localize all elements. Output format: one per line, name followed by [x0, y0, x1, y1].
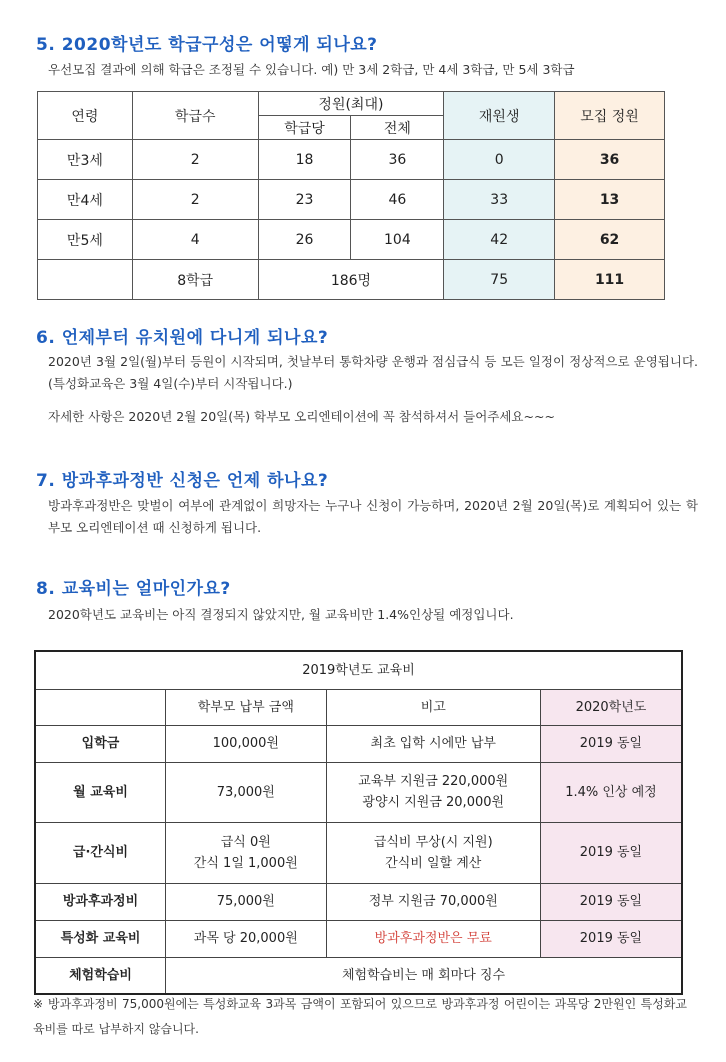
amount-cell: 과목 당 20,000원 — [166, 920, 327, 957]
recruit-cell: 13 — [555, 180, 665, 220]
next-year-cell: 2019 동일 — [540, 725, 682, 762]
amount-cell: 73,000원 — [166, 762, 327, 822]
header-total: 전체 — [351, 116, 444, 140]
item-cell: 특성화 교육비 — [35, 920, 166, 957]
summary-classes: 8학급 — [132, 260, 258, 300]
enrolled-cell: 0 — [444, 140, 555, 180]
section6-text1: 2020년 3월 2일(월)부터 등원이 시작되며, 첫날부터 통학차량 운행과 점심급식 등 모든 일정이 정상적으로 운영됩니다. (특성화교육은 3월 4일(수)부터 시작됩니다.) — [48, 354, 698, 391]
enrolled-cell: 42 — [444, 220, 555, 260]
classes-cell: 2 — [132, 180, 258, 220]
amount-cell — [166, 822, 327, 883]
summary-capacity: 186명 — [258, 260, 444, 300]
total-cell: 46 — [351, 180, 444, 220]
per-class-cell: 18 — [258, 140, 351, 180]
section6-text2: 자세한 사항은 2020년 2월 20일(목) 학부모 오리엔테이션에 꼭 참석하셔서 들어주세요~~~ — [48, 409, 555, 424]
note-line: 급식비 무상(시 지원) — [373, 834, 493, 850]
table-row — [38, 140, 665, 180]
item-cell: 방과후과정비 — [35, 883, 166, 920]
age-cell: 만3세 — [38, 140, 133, 180]
age-cell: 만5세 — [38, 220, 133, 260]
header-age: 연령 — [38, 92, 133, 140]
recruit-cell: 62 — [555, 220, 665, 260]
note-cell: 최초 입학 시에만 납부 — [326, 725, 540, 762]
section5-heading: 5. 2020학년도 학급구성은 어떻게 되나요? — [36, 35, 378, 55]
table-row — [35, 725, 682, 762]
note-cell: 방과후과정반은 무료 — [326, 920, 540, 957]
next-year-cell: 1.4% 인상 예정 — [540, 762, 682, 822]
per-class-cell: 26 — [258, 220, 351, 260]
table-row — [35, 957, 682, 994]
footnote: ※ 방과후과정비 75,000원에는 특성화교육 3과목 금액이 포함되어 있으므로 방과후과정 어린이는 과목당 2만원인 특성화교육비를 따로 납부하지 않습니다. — [33, 997, 687, 1036]
tuition-table-title: 2019학년도 교육비 — [35, 651, 682, 689]
item-cell: 월 교육비 — [35, 762, 166, 822]
classes-cell: 4 — [132, 220, 258, 260]
amount-cell: 75,000원 — [166, 883, 327, 920]
age-cell: 만4세 — [38, 180, 133, 220]
header-note: 비고 — [326, 689, 540, 725]
note-cell — [326, 762, 540, 822]
item-cell: 급·간식비 — [35, 822, 166, 883]
table-row — [35, 920, 682, 957]
header-recruit: 모집 정원 — [555, 92, 665, 140]
note-cell: 정부 지원금 70,000원 — [326, 883, 540, 920]
header-classes: 학급수 — [132, 92, 258, 140]
section7-heading: 7. 방과후과정반 신청은 언제 하나요? — [36, 471, 329, 491]
note-cell — [326, 822, 540, 883]
summary-enrolled: 75 — [444, 260, 555, 300]
class-composition-table — [37, 91, 665, 300]
section8-heading: 8. 교육비는 얼마인가요? — [36, 579, 231, 599]
empty-header — [35, 689, 166, 725]
summary-recruit: 111 — [555, 260, 665, 300]
table-row — [35, 883, 682, 920]
total-cell: 104 — [351, 220, 444, 260]
section5-text: 우선모집 결과에 의해 학급은 조정될 수 있습니다. 예) 만 3세 2학급, 만 4세 3학급, 만 5세 3학급 — [48, 62, 575, 77]
classes-cell: 2 — [132, 140, 258, 180]
amount-line: 급식 0원 — [220, 834, 271, 850]
total-cell: 36 — [351, 140, 444, 180]
table-row — [38, 220, 665, 260]
note-line: 광양시 지원금 20,000원 — [362, 795, 505, 810]
next-year-cell: 2019 동일 — [540, 883, 682, 920]
section7-text: 방과후과정반은 맞벌이 여부에 관계없이 희망자는 누구나 신청이 가능하며, 2020년 2월 20일(목)로 계획되어 있는 학부모 오리엔테이션 때 신청하게 됩니다. — [48, 498, 698, 535]
next-year-cell: 2019 동일 — [540, 822, 682, 883]
next-year-cell: 2019 동일 — [540, 920, 682, 957]
empty-cell — [38, 260, 133, 300]
note-line: 간식비 일할 계산 — [385, 855, 482, 871]
per-class-cell: 23 — [258, 180, 351, 220]
tuition-table — [34, 650, 683, 995]
summary-row — [38, 260, 665, 300]
header-amount: 학부모 납부 금액 — [166, 689, 327, 725]
section6-heading: 6. 언제부터 유치원에 다니게 되나요? — [36, 328, 329, 348]
note-line: 교육부 지원금 220,000원 — [358, 774, 509, 789]
table-row — [35, 822, 682, 883]
table-row — [38, 180, 665, 220]
header-per-class: 학급당 — [258, 116, 351, 140]
note-cell: 체험학습비는 매 회마다 징수 — [166, 957, 682, 994]
section8-text: 2020학년도 교육비는 아직 결정되지 않았지만, 월 교육비만 1.4%인상될 예정입니다. — [48, 607, 514, 622]
enrolled-cell: 33 — [444, 180, 555, 220]
amount-line: 간식 1일 1,000원 — [193, 855, 298, 871]
item-cell: 체험학습비 — [35, 957, 166, 994]
amount-cell: 100,000원 — [166, 725, 327, 762]
recruit-cell: 36 — [555, 140, 665, 180]
header-2020: 2020학년도 — [540, 689, 682, 725]
table-row — [35, 762, 682, 822]
header-capacity: 정원(최대) — [258, 92, 444, 116]
item-cell: 입학금 — [35, 725, 166, 762]
header-enrolled: 재원생 — [444, 92, 555, 140]
